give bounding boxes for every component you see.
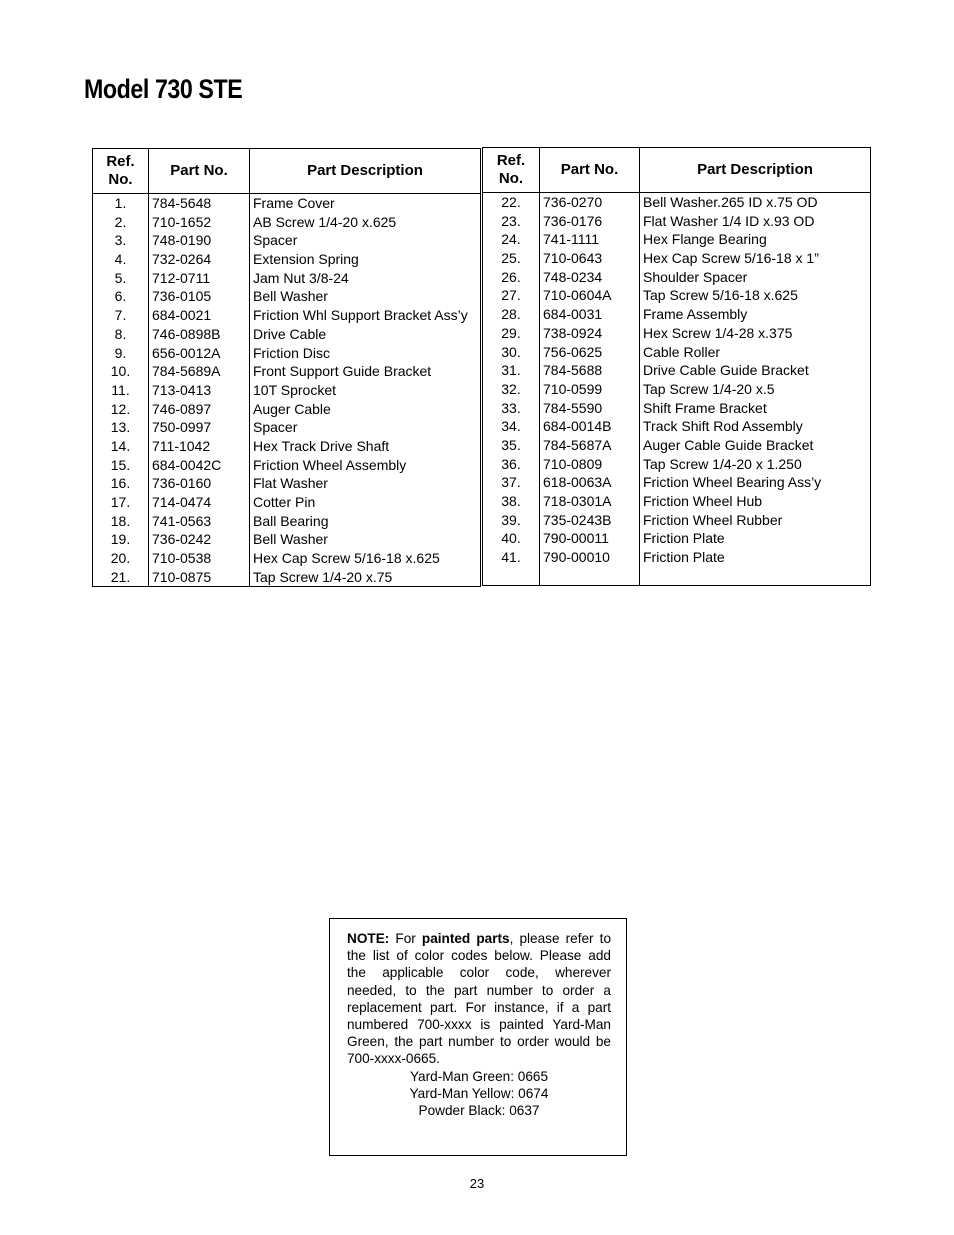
part-description: Bell Washer <box>250 530 481 549</box>
ref-number: 15. <box>93 456 149 475</box>
part-description: Track Shift Rod Assembly <box>640 417 871 436</box>
empty-cell <box>483 567 540 586</box>
part-number: 784-5689A <box>149 362 250 381</box>
ref-number: 34. <box>483 417 540 436</box>
part-description: Cotter Pin <box>250 493 481 512</box>
part-description: Bell Washer <box>250 287 481 306</box>
table-row <box>93 456 481 475</box>
ref-number: 29. <box>483 324 540 343</box>
ref-number: 6. <box>93 287 149 306</box>
part-number: 746-0897 <box>149 400 250 419</box>
part-description: Hex Cap Screw 5/16-18 x 1” <box>640 249 871 268</box>
part-description: Tap Screw 1/4-20 x.5 <box>640 380 871 399</box>
table-filler-row <box>93 586 481 587</box>
part-number: 712-0711 <box>149 269 250 288</box>
part-number: 710-1652 <box>149 213 250 232</box>
part-description: Cable Roller <box>640 343 871 362</box>
part-number: 756-0625 <box>540 343 640 362</box>
part-description: Shift Frame Bracket <box>640 399 871 418</box>
part-description: Hex Track Drive Shaft <box>250 437 481 456</box>
part-number: 741-1111 <box>540 230 640 249</box>
table-row <box>93 306 481 325</box>
part-description: Auger Cable Guide Bracket <box>640 436 871 455</box>
part-number: 741-0563 <box>149 512 250 531</box>
table-row <box>483 212 871 231</box>
empty-cell <box>250 586 481 587</box>
color-code: Powder Black: 0637 <box>418 1103 540 1119</box>
part-description: 10T Sprocket <box>250 381 481 400</box>
ref-number: 31. <box>483 361 540 380</box>
note-text: , please refer to the list of color codes below. Please add the applicable color code, wherever needed, to the part number to order a replacement part. For instance, if a part numbered 700-xxxx is painted Yard-Man Green, the part number to order would be 700-xxxx-0665. <box>347 931 611 1067</box>
table-row <box>483 305 871 324</box>
table-row <box>93 549 481 568</box>
table-row <box>93 568 481 587</box>
note-text: For <box>389 931 422 946</box>
ref-number: 12. <box>93 400 149 419</box>
part-description: Friction Whl Support Bracket Ass’y <box>250 306 481 325</box>
painted-parts-note <box>329 918 627 1156</box>
part-number: 746-0898B <box>149 325 250 344</box>
ref-no-header: Ref. No. <box>93 149 149 194</box>
ref-number: 7. <box>93 306 149 325</box>
part-no-header: Part No. <box>149 149 250 194</box>
part-description: Friction Wheel Assembly <box>250 456 481 475</box>
part-number: 684-0021 <box>149 306 250 325</box>
part-description: Flat Washer 1/4 ID x.93 OD <box>640 212 871 231</box>
part-number: 718-0301A <box>540 492 640 511</box>
table-row <box>483 249 871 268</box>
table-row <box>483 193 871 212</box>
part-description: Shoulder Spacer <box>640 268 871 287</box>
ref-number: 13. <box>93 418 149 437</box>
part-description: Bell Washer.265 ID x.75 OD <box>640 193 871 212</box>
table-row <box>483 455 871 474</box>
part-number: 736-0160 <box>149 474 250 493</box>
part-number: 736-0242 <box>149 530 250 549</box>
part-number: 714-0474 <box>149 493 250 512</box>
ref-number: 11. <box>93 381 149 400</box>
parts-table-right <box>482 147 871 586</box>
note-label: NOTE: <box>347 931 390 946</box>
table-row <box>93 530 481 549</box>
table-row <box>93 287 481 306</box>
part-description: Spacer <box>250 231 481 250</box>
part-number: 710-0809 <box>540 455 640 474</box>
part-description: Friction Wheel Rubber <box>640 511 871 530</box>
part-number: 790-00010 <box>540 548 640 567</box>
part-description: Friction Wheel Bearing Ass’y <box>640 473 871 492</box>
empty-cell <box>640 567 871 586</box>
table-row <box>93 325 481 344</box>
part-number: 784-5687A <box>540 436 640 455</box>
table-row <box>93 474 481 493</box>
table-row <box>483 529 871 548</box>
table-row <box>93 362 481 381</box>
ref-number: 35. <box>483 436 540 455</box>
part-number: 710-0604A <box>540 286 640 305</box>
table-row <box>483 361 871 380</box>
table-row <box>93 250 481 269</box>
ref-number: 38. <box>483 492 540 511</box>
part-description: Tap Screw 5/16-18 x.625 <box>640 286 871 305</box>
ref-number: 28. <box>483 305 540 324</box>
part-description: Hex Screw 1/4-28 x.375 <box>640 324 871 343</box>
ref-number: 9. <box>93 344 149 363</box>
part-description: Tap Screw 1/4-20 x.75 <box>250 568 481 587</box>
table-row <box>483 417 871 436</box>
part-number: 790-00011 <box>540 529 640 548</box>
part-description: Front Support Guide Bracket <box>250 362 481 381</box>
part-number: 736-0270 <box>540 193 640 212</box>
color-code: Yard-Man Yellow: 0674 <box>409 1085 549 1101</box>
ref-number: 10. <box>93 362 149 381</box>
ref-number: 19. <box>93 530 149 549</box>
table-row <box>483 380 871 399</box>
part-number: 750-0997 <box>149 418 250 437</box>
table-row <box>483 473 871 492</box>
part-description: Frame Cover <box>250 194 481 213</box>
ref-number: 3. <box>93 231 149 250</box>
table-row <box>483 230 871 249</box>
ref-number: 24. <box>483 230 540 249</box>
part-number: 784-5590 <box>540 399 640 418</box>
table-row <box>93 269 481 288</box>
part-description: Auger Cable <box>250 400 481 419</box>
table-row <box>93 418 481 437</box>
table-row <box>93 512 481 531</box>
ref-number: 17. <box>93 493 149 512</box>
part-description: Flat Washer <box>250 474 481 493</box>
page-title: Model 730 STE <box>84 74 243 104</box>
table-filler-row <box>483 567 871 586</box>
part-no-header: Part No. <box>540 148 640 193</box>
part-description: Extension Spring <box>250 250 481 269</box>
table-row <box>483 436 871 455</box>
ref-no-header: Ref. No. <box>483 148 540 193</box>
part-number: 735-0243B <box>540 511 640 530</box>
part-description: Tap Screw 1/4-20 x 1.250 <box>640 455 871 474</box>
empty-cell <box>93 586 149 587</box>
ref-number: 2. <box>93 213 149 232</box>
ref-number: 30. <box>483 343 540 362</box>
table-row <box>93 381 481 400</box>
table-row <box>93 231 481 250</box>
ref-number: 21. <box>93 568 149 587</box>
part-number: 713-0413 <box>149 381 250 400</box>
part-description: Drive Cable <box>250 325 481 344</box>
part-description: Ball Bearing <box>250 512 481 531</box>
part-number: 684-0031 <box>540 305 640 324</box>
part-number: 736-0105 <box>149 287 250 306</box>
ref-number: 37. <box>483 473 540 492</box>
ref-number: 1. <box>93 194 149 213</box>
part-number: 784-5688 <box>540 361 640 380</box>
part-description: Hex Cap Screw 5/16-18 x.625 <box>250 549 481 568</box>
part-number: 710-0643 <box>540 249 640 268</box>
part-description: Frame Assembly <box>640 305 871 324</box>
parts-table-body <box>483 193 871 586</box>
ref-number: 41. <box>483 548 540 567</box>
part-number: 618-0063A <box>540 473 640 492</box>
part-number: 710-0538 <box>149 549 250 568</box>
table-row <box>483 268 871 287</box>
part-description: Friction Plate <box>640 529 871 548</box>
part-number: 684-0042C <box>149 456 250 475</box>
part-number: 748-0190 <box>149 231 250 250</box>
part-number: 738-0924 <box>540 324 640 343</box>
ref-number: 20. <box>93 549 149 568</box>
empty-cell <box>540 567 640 586</box>
table-row <box>483 399 871 418</box>
part-number: 748-0234 <box>540 268 640 287</box>
table-row <box>93 213 481 232</box>
part-description: AB Screw 1/4-20 x.625 <box>250 213 481 232</box>
table-row <box>483 492 871 511</box>
part-number: 732-0264 <box>149 250 250 269</box>
part-description: Drive Cable Guide Bracket <box>640 361 871 380</box>
page-number: 23 <box>469 1176 485 1191</box>
part-number: 710-0875 <box>149 568 250 587</box>
part-description: Hex Flange Bearing <box>640 230 871 249</box>
ref-number: 27. <box>483 286 540 305</box>
table-row <box>483 343 871 362</box>
table-row <box>93 344 481 363</box>
part-number: 656-0012A <box>149 344 250 363</box>
ref-number: 22. <box>483 193 540 212</box>
table-row <box>483 324 871 343</box>
ref-number: 36. <box>483 455 540 474</box>
ref-number: 25. <box>483 249 540 268</box>
ref-number: 40. <box>483 529 540 548</box>
parts-table-left <box>92 148 481 587</box>
ref-number: 5. <box>93 269 149 288</box>
ref-number: 32. <box>483 380 540 399</box>
ref-number: 39. <box>483 511 540 530</box>
part-number: 736-0176 <box>540 212 640 231</box>
ref-number: 16. <box>93 474 149 493</box>
part-description: Jam Nut 3/8-24 <box>250 269 481 288</box>
ref-number: 33. <box>483 399 540 418</box>
part-description-header: Part Description <box>640 148 871 193</box>
part-description: Friction Disc <box>250 344 481 363</box>
table-row <box>93 194 481 213</box>
ref-number: 26. <box>483 268 540 287</box>
table-row <box>93 400 481 419</box>
ref-number: 23. <box>483 212 540 231</box>
table-row <box>93 493 481 512</box>
table-row <box>483 286 871 305</box>
ref-number: 4. <box>93 250 149 269</box>
parts-table-body <box>93 194 481 587</box>
color-code: Yard-Man Green: 0665 <box>409 1068 549 1084</box>
table-row <box>483 548 871 567</box>
note-bold-phrase: painted parts <box>421 931 510 946</box>
part-description: Friction Wheel Hub <box>640 492 871 511</box>
empty-cell <box>149 586 250 587</box>
part-number: 784-5648 <box>149 194 250 213</box>
ref-number: 14. <box>93 437 149 456</box>
table-row <box>483 511 871 530</box>
part-description-header: Part Description <box>250 149 481 194</box>
part-number: 684-0014B <box>540 417 640 436</box>
part-number: 711-1042 <box>149 437 250 456</box>
table-row <box>93 437 481 456</box>
ref-number: 18. <box>93 512 149 531</box>
ref-number: 8. <box>93 325 149 344</box>
part-description: Friction Plate <box>640 548 871 567</box>
part-number: 710-0599 <box>540 380 640 399</box>
part-description: Spacer <box>250 418 481 437</box>
